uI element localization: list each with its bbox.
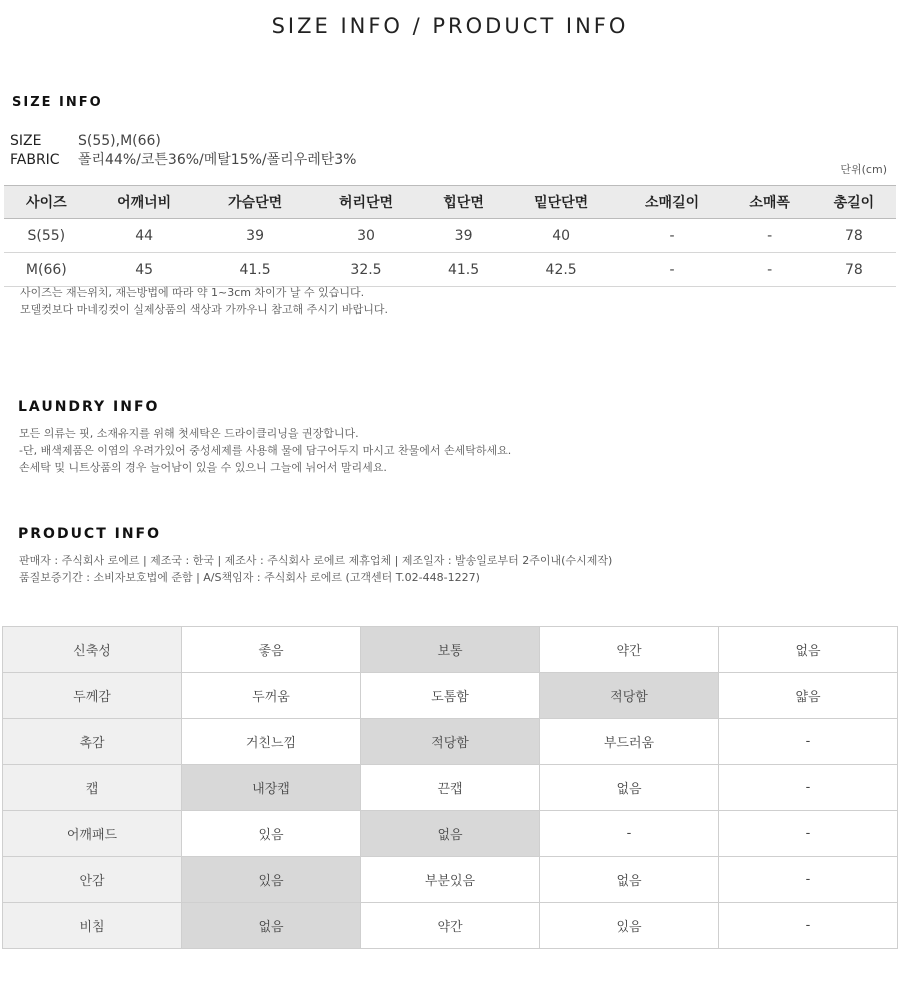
page-title: SIZE INFO / PRODUCT INFO <box>271 14 629 38</box>
attribute-option: - <box>540 811 719 857</box>
laundry-info-heading: LAUNDRY INFO <box>18 399 160 415</box>
size-table-cell: 41.5 <box>421 253 505 287</box>
attribute-row <box>3 903 898 949</box>
size-table-header: 힙단면 <box>421 186 505 219</box>
size-table-cell: M(66) <box>4 253 89 287</box>
attribute-option: 거친느낌 <box>182 719 361 765</box>
laundry-note: 손세탁 및 니트상품의 경우 늘어남이 있을 수 있으니 그늘에 뉘어서 말리세요. <box>19 461 387 474</box>
product-notes <box>19 552 612 586</box>
attribute-option: 없음 <box>540 857 719 903</box>
attribute-option: 보통 <box>361 627 540 673</box>
size-table-cell: 44 <box>89 219 200 253</box>
attribute-row <box>3 765 898 811</box>
attribute-option: - <box>719 903 898 949</box>
size-table-header: 가슴단면 <box>200 186 311 219</box>
attribute-option: 내장캡 <box>182 765 361 811</box>
size-info-heading: SIZE INFO <box>12 95 103 110</box>
size-table-cell: 39 <box>200 219 311 253</box>
attribute-table <box>2 626 898 949</box>
attribute-option: 없음 <box>182 903 361 949</box>
attribute-option: 있음 <box>540 903 719 949</box>
size-table-header-row <box>4 186 896 219</box>
laundry-note: 모든 의류는 핏, 소재유지를 위해 첫세탁은 드라이클리닝을 권장합니다. <box>19 427 359 440</box>
attribute-row <box>3 673 898 719</box>
size-table <box>4 185 896 287</box>
size-table-cell: 41.5 <box>200 253 311 287</box>
fabric-value: 폴리44%/코튼36%/메탈15%/폴리우레탄3% <box>78 152 357 168</box>
attribute-label: 촉감 <box>3 719 182 765</box>
size-table-cell: - <box>617 253 728 287</box>
size-table-row <box>4 253 896 287</box>
attribute-option: 끈캡 <box>361 765 540 811</box>
attribute-option: 없음 <box>361 811 540 857</box>
size-table-header: 소매폭 <box>728 186 812 219</box>
laundry-note: -단, 배색제품은 이염의 우려가있어 중성세제를 사용해 물에 담구어두지 마시고 찬물에서 손세탁하세요. <box>19 444 512 457</box>
size-note: 사이즈는 재는위치, 재는방법에 따라 약 1~3cm 차이가 날 수 있습니다. <box>20 286 365 299</box>
attribute-row <box>3 719 898 765</box>
attribute-row <box>3 857 898 903</box>
attribute-option: 없음 <box>719 627 898 673</box>
attribute-option: 적당함 <box>540 673 719 719</box>
size-table-cell: 40 <box>506 219 617 253</box>
product-note: 품질보증기간 : 소비자보호법에 준함 | A/S책임자 : 주식회사 로에르 (고객센터 T.02-448-1227) <box>19 571 480 584</box>
size-spec <box>10 133 161 149</box>
attribute-option: - <box>719 811 898 857</box>
size-table-cell: 78 <box>812 253 896 287</box>
attribute-option: 부드러움 <box>540 719 719 765</box>
attribute-row <box>3 627 898 673</box>
attribute-option: - <box>719 719 898 765</box>
attribute-option: 좋음 <box>182 627 361 673</box>
attribute-option: 있음 <box>182 811 361 857</box>
attribute-label: 신축성 <box>3 627 182 673</box>
size-note: 모델컷보다 마네킹컷이 실제상품의 색상과 가까우니 참고해 주시기 바랍니다. <box>20 303 389 316</box>
attribute-label: 두께감 <box>3 673 182 719</box>
attribute-label: 비침 <box>3 903 182 949</box>
attribute-row <box>3 811 898 857</box>
size-table-header: 소매길이 <box>617 186 728 219</box>
attribute-option: 있음 <box>182 857 361 903</box>
attribute-option: - <box>719 765 898 811</box>
size-table-header: 사이즈 <box>4 186 89 219</box>
attribute-option: 두꺼움 <box>182 673 361 719</box>
attribute-label: 캡 <box>3 765 182 811</box>
size-table-cell: 39 <box>421 219 505 253</box>
size-table-header: 허리단면 <box>311 186 422 219</box>
product-info-heading: PRODUCT INFO <box>18 526 162 542</box>
size-table-cell: 78 <box>812 219 896 253</box>
fabric-label: FABRIC <box>10 152 60 168</box>
product-note: 판매자 : 주식회사 로에르 | 제조국 : 한국 | 제조사 : 주식회사 로에르 제휴업체 | 제조일자 : 발송일로부터 2주이내(수시제작) <box>19 554 613 567</box>
laundry-notes <box>19 425 511 476</box>
attribute-option: 부분있음 <box>361 857 540 903</box>
size-table-cell: - <box>617 219 728 253</box>
attribute-option: 없음 <box>540 765 719 811</box>
size-table-row <box>4 219 896 253</box>
size-table-header: 밑단단면 <box>506 186 617 219</box>
attribute-option: 적당함 <box>361 719 540 765</box>
size-table-cell: 32.5 <box>311 253 422 287</box>
attribute-option: 약간 <box>540 627 719 673</box>
size-notes <box>20 284 388 318</box>
size-table-cell: 45 <box>89 253 200 287</box>
size-table-cell: 42.5 <box>506 253 617 287</box>
attribute-label: 안감 <box>3 857 182 903</box>
attribute-option: 얇음 <box>719 673 898 719</box>
size-table-cell: 30 <box>311 219 422 253</box>
unit-label: 단위(cm) <box>840 163 887 176</box>
size-table-cell: - <box>728 219 812 253</box>
attribute-label: 어깨패드 <box>3 811 182 857</box>
fabric-spec <box>10 149 356 169</box>
size-table-cell: - <box>728 253 812 287</box>
attribute-option: 도톰함 <box>361 673 540 719</box>
size-table-header: 총길이 <box>812 186 896 219</box>
size-label: SIZE <box>10 133 42 149</box>
size-table-header: 어깨너비 <box>89 186 200 219</box>
size-table-cell: S(55) <box>4 219 89 253</box>
size-value: S(55),M(66) <box>78 133 161 149</box>
attribute-option: - <box>719 857 898 903</box>
attribute-option: 약간 <box>361 903 540 949</box>
